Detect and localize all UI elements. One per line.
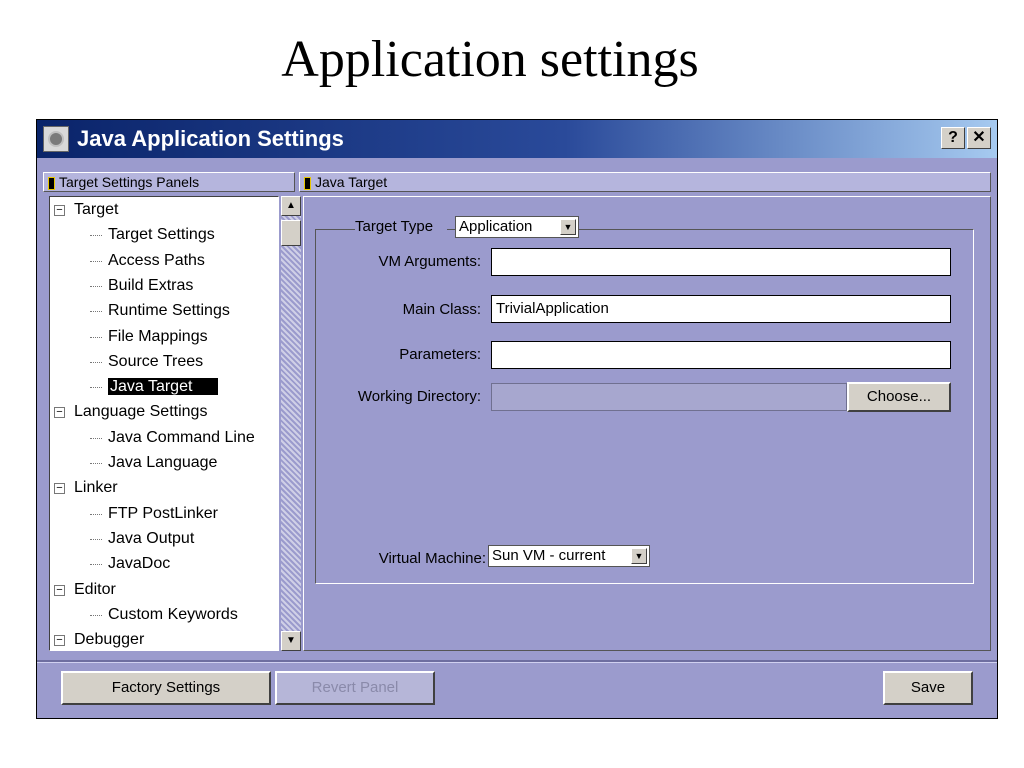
tree-connector bbox=[90, 514, 102, 515]
tree-group[interactable] bbox=[74, 400, 207, 424]
tree-connector bbox=[90, 362, 102, 363]
tree-item-label: Custom Keywords bbox=[108, 605, 238, 623]
tree-item[interactable] bbox=[108, 299, 230, 323]
tree-group[interactable] bbox=[74, 578, 116, 602]
tree-item-label: Source Trees bbox=[108, 352, 204, 370]
target-type-label: Target Type bbox=[355, 218, 434, 235]
collapse-icon[interactable]: − bbox=[54, 483, 65, 494]
tree-item-label: File Mappings bbox=[108, 327, 208, 345]
virtual-machine-dropdown[interactable] bbox=[488, 545, 650, 567]
tree-connector bbox=[90, 615, 102, 616]
window-title: Java Application Settings bbox=[77, 126, 344, 151]
tree-connector bbox=[90, 387, 102, 388]
parameters-input[interactable] bbox=[491, 341, 951, 369]
target-type-value: Application bbox=[459, 218, 533, 235]
virtual-machine-value: Sun VM - current bbox=[492, 547, 606, 564]
left-panel-header bbox=[43, 172, 295, 192]
vm-arguments-label: VM Arguments: bbox=[378, 253, 481, 270]
tree-connector bbox=[90, 438, 102, 439]
collapse-icon[interactable]: − bbox=[54, 205, 65, 216]
scroll-thumb[interactable] bbox=[281, 220, 301, 246]
close-button[interactable]: ✕ bbox=[967, 127, 991, 149]
slide-title: Application settings bbox=[281, 31, 699, 88]
chevron-down-icon[interactable]: ▼ bbox=[631, 548, 647, 564]
choose-button[interactable]: Choose... bbox=[847, 382, 951, 412]
panel-icon bbox=[304, 177, 311, 190]
tree-item-label: Java Target bbox=[108, 378, 218, 395]
tree-connector bbox=[90, 286, 102, 287]
collapse-icon[interactable]: − bbox=[54, 585, 65, 596]
tree-connector bbox=[90, 539, 102, 540]
settings-tree[interactable] bbox=[49, 196, 279, 651]
working-directory-input bbox=[491, 383, 847, 411]
tree-item-label: Debugger bbox=[74, 631, 145, 649]
tree-group[interactable] bbox=[74, 628, 144, 651]
tree-item[interactable] bbox=[108, 223, 215, 247]
collapse-icon[interactable]: − bbox=[54, 635, 65, 646]
tree-item-label: Access Paths bbox=[108, 251, 205, 269]
tree-item-label: Java Output bbox=[108, 529, 195, 547]
tree-item-label: JavaDoc bbox=[108, 555, 171, 573]
tree-item-label: Target bbox=[74, 201, 119, 218]
scroll-up-button[interactable]: ▲ bbox=[281, 196, 301, 216]
tree-item[interactable] bbox=[108, 527, 194, 551]
tree-scrollbar[interactable] bbox=[281, 196, 301, 651]
tree-connector bbox=[90, 564, 102, 565]
virtual-machine-label: Virtual Machine: bbox=[378, 550, 486, 567]
chevron-down-icon[interactable]: ▼ bbox=[560, 219, 576, 235]
scroll-down-button[interactable]: ▼ bbox=[281, 631, 301, 651]
tree-item-label: Java Command Line bbox=[108, 428, 255, 446]
tree-item-label: Target Settings bbox=[108, 226, 215, 244]
collapse-icon[interactable]: − bbox=[54, 407, 65, 418]
tree-connector bbox=[90, 337, 102, 338]
tree-group[interactable] bbox=[74, 198, 118, 222]
tree-item-label: Build Extras bbox=[108, 276, 194, 294]
right-panel-title: Java Target bbox=[315, 174, 388, 190]
target-type-dropdown[interactable] bbox=[455, 216, 579, 238]
tree-item[interactable] bbox=[108, 325, 208, 349]
working-directory-label: Working Directory: bbox=[357, 388, 481, 405]
main-class-input[interactable]: TrivialApplication bbox=[491, 295, 951, 323]
vm-arguments-input[interactable] bbox=[491, 248, 951, 276]
tree-item-label: Java Language bbox=[108, 454, 218, 471]
tree-connector bbox=[90, 235, 102, 236]
tree-item[interactable] bbox=[108, 426, 255, 450]
tree-item-label: Linker bbox=[74, 479, 118, 497]
right-panel-header bbox=[299, 172, 991, 192]
main-class-label: Main Class: bbox=[402, 301, 481, 318]
tree-item[interactable] bbox=[108, 552, 170, 576]
title-bar[interactable] bbox=[37, 120, 997, 158]
left-panel-title: Target Settings Panels bbox=[59, 174, 200, 190]
help-button[interactable]: ? bbox=[941, 127, 965, 149]
gear-icon bbox=[43, 126, 69, 152]
tree-item[interactable] bbox=[108, 350, 203, 374]
tree-connector bbox=[90, 261, 102, 262]
tree-item[interactable] bbox=[108, 375, 218, 399]
tree-item-label: Runtime Settings bbox=[108, 302, 230, 320]
tree-item-label: Language Settings bbox=[74, 403, 208, 421]
tree-item-label: FTP PostLinker bbox=[108, 504, 218, 522]
footer-divider bbox=[37, 660, 997, 663]
target-type-group bbox=[355, 216, 447, 240]
tree-item[interactable] bbox=[108, 274, 193, 298]
factory-settings-button[interactable]: Factory Settings bbox=[61, 671, 271, 705]
tree-item-label: Editor bbox=[74, 580, 116, 598]
tree-item[interactable] bbox=[108, 249, 205, 273]
settings-window bbox=[36, 119, 998, 719]
panel-icon bbox=[48, 177, 55, 190]
tree-connector bbox=[90, 463, 102, 464]
tree-item[interactable] bbox=[108, 603, 238, 627]
revert-panel-button[interactable]: Revert Panel bbox=[275, 671, 435, 705]
tree-item[interactable] bbox=[108, 451, 217, 475]
save-button[interactable]: Save bbox=[883, 671, 973, 705]
tree-connector bbox=[90, 311, 102, 312]
parameters-label: Parameters: bbox=[399, 346, 481, 363]
tree-group[interactable] bbox=[74, 476, 118, 500]
tree-item[interactable] bbox=[108, 502, 218, 526]
